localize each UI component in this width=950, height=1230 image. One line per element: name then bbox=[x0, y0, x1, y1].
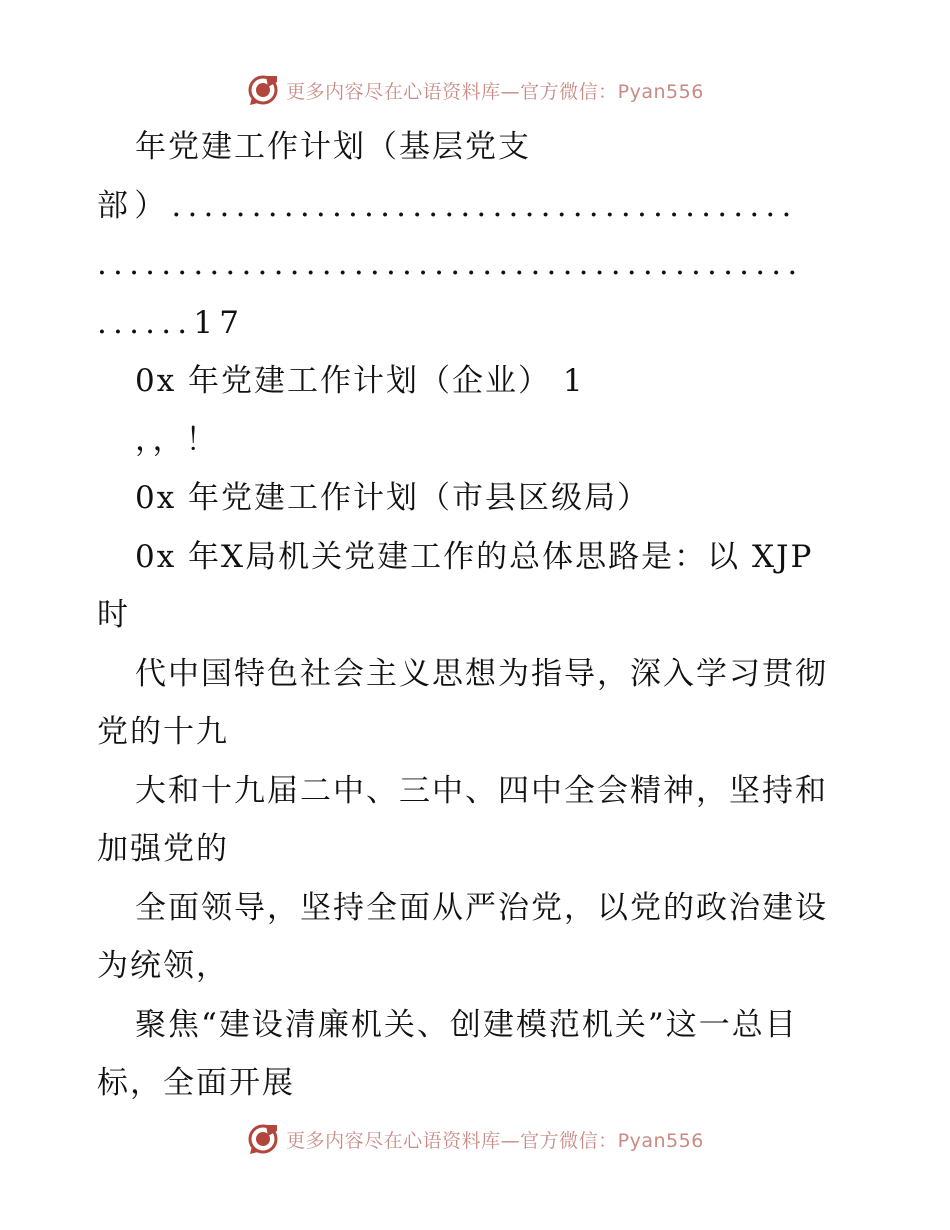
paragraph-line: 聚焦“建设清廉机关、创建模范机关”这一总目 bbox=[135, 1006, 798, 1043]
toc-leader-line: ............................................ bbox=[97, 246, 804, 282]
toc-entry-line: 年党建工作计划（基层党支 bbox=[135, 129, 531, 165]
paragraph-line: 大和十九届二中、三中、四中全会精神，坚持和 bbox=[135, 772, 828, 809]
toc-punctuation-line: ，，！ bbox=[135, 421, 219, 458]
paragraph-line: 0x 年X局机关党建工作的总体思路是：以 XJP bbox=[135, 538, 814, 575]
banner-text: 更多内容尽在心语资料库—官方微信：Pyan556 bbox=[286, 1129, 704, 1152]
paragraph-line: 代中国特色社会主义思想为指导，深入学习贯彻 bbox=[135, 655, 828, 692]
paragraph-line: 党的十九 bbox=[97, 714, 229, 750]
footer-banner bbox=[0, 1119, 950, 1159]
paragraph-line: 时 bbox=[97, 597, 130, 633]
pen-logo-icon bbox=[246, 73, 280, 107]
section-heading: 0x 年党建工作计划（市县区级局） bbox=[135, 480, 651, 516]
paragraph-line: 为统领， bbox=[97, 948, 229, 984]
toc-page-number-line: ......17 bbox=[97, 304, 246, 341]
banner-text: 更多内容尽在心语资料库—官方微信：Pyan556 bbox=[286, 80, 704, 103]
document-body bbox=[97, 118, 857, 1113]
toc-entry-line: 0x 年党建工作计划（企业） 1 bbox=[135, 363, 585, 399]
toc-entry-line: 部）....................................... bbox=[97, 187, 798, 224]
header-banner bbox=[0, 70, 950, 110]
paragraph-line: 全面领导，坚持全面从严治党，以党的政治建设 bbox=[135, 889, 828, 926]
paragraph-line: 加强党的 bbox=[97, 831, 229, 867]
pen-logo-icon bbox=[246, 1122, 280, 1156]
paragraph-line: 标，全面开展 bbox=[97, 1065, 295, 1101]
